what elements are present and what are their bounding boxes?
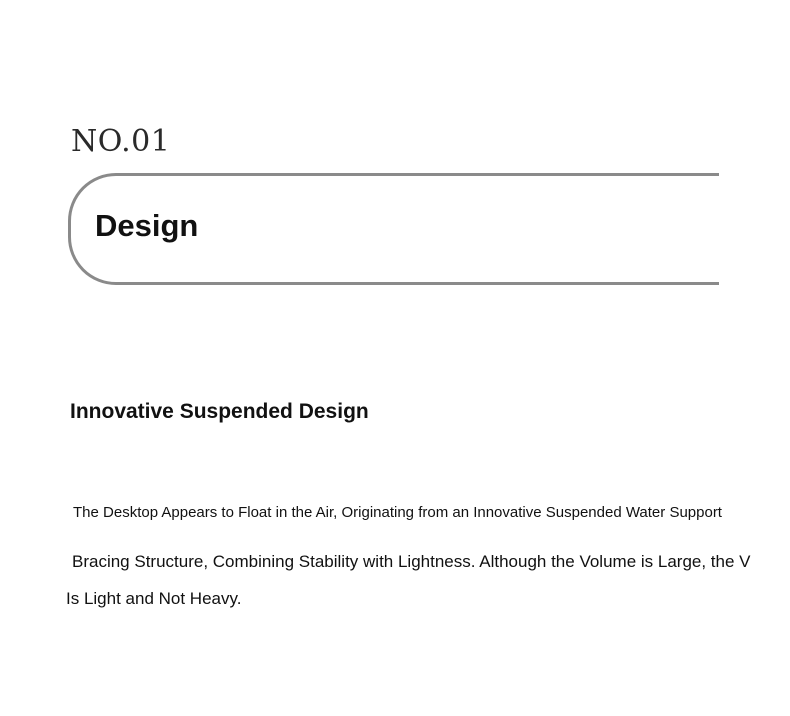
feature-description-line-3: Is Light and Not Heavy. (66, 589, 242, 608)
feature-description-line-1: The Desktop Appears to Float in the Air, Originating from an Innovative Suspended Water Support (73, 504, 722, 521)
section-title: Design (95, 208, 199, 243)
feature-heading: Innovative Suspended Design (70, 400, 369, 423)
section-number: NO.01 (71, 124, 171, 159)
feature-description-line-2: Bracing Structure, Combining Stability with Lightness. Although the Volume is Large, the V (72, 552, 751, 571)
pill-edge-mask (719, 170, 790, 290)
